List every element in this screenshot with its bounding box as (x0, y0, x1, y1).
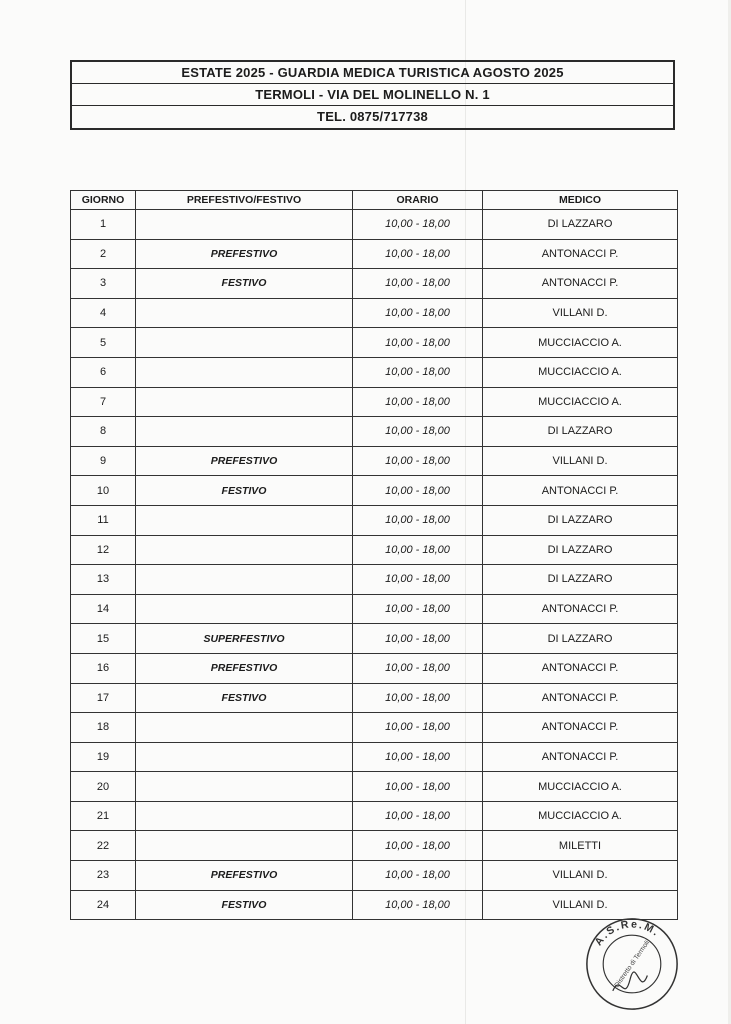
table-row (71, 801, 678, 831)
tipo-cell: PREFESTIVO (136, 239, 353, 269)
medico-cell: DI LAZZARO (483, 624, 678, 654)
orario-cell: 10,00 - 18,00 (353, 417, 483, 447)
orario-cell: 10,00 - 18,00 (353, 476, 483, 506)
orario-cell: 10,00 - 18,00 (353, 713, 483, 743)
table-row (71, 653, 678, 683)
tipo-cell (136, 387, 353, 417)
table-row (71, 387, 678, 417)
tipo-cell: PREFESTIVO (136, 446, 353, 476)
giorno-cell: 22 (71, 831, 136, 861)
giorno-cell: 24 (71, 890, 136, 920)
giorno-cell: 21 (71, 801, 136, 831)
orario-cell: 10,00 - 18,00 (353, 890, 483, 920)
medico-cell: DI LAZZARO (483, 565, 678, 595)
tipo-cell (136, 505, 353, 535)
giorno-cell: 2 (71, 239, 136, 269)
medico-cell: MUCCIACCIO A. (483, 801, 678, 831)
tipo-cell (136, 535, 353, 565)
table-row (71, 565, 678, 595)
medico-cell: MUCCIACCIO A. (483, 387, 678, 417)
medico-cell: ANTONACCI P. (483, 476, 678, 506)
schedule-body (71, 210, 678, 920)
orario-cell: 10,00 - 18,00 (353, 831, 483, 861)
medico-cell: ANTONACCI P. (483, 594, 678, 624)
orario-cell: 10,00 - 18,00 (353, 594, 483, 624)
column-header-tipo: PREFESTIVO/FESTIVO (136, 191, 353, 210)
medico-cell: ANTONACCI P. (483, 653, 678, 683)
medico-cell: MUCCIACCIO A. (483, 357, 678, 387)
orario-cell: 10,00 - 18,00 (353, 801, 483, 831)
orario-cell: 10,00 - 18,00 (353, 298, 483, 328)
tipo-cell (136, 328, 353, 358)
tipo-cell: FESTIVO (136, 269, 353, 299)
header-phone: TEL. 0875/717738 (317, 109, 428, 124)
giorno-cell: 1 (71, 210, 136, 240)
table-row (71, 594, 678, 624)
table-row (71, 742, 678, 772)
orario-cell: 10,00 - 18,00 (353, 624, 483, 654)
table-row (71, 210, 678, 240)
giorno-cell: 18 (71, 713, 136, 743)
orario-cell: 10,00 - 18,00 (353, 387, 483, 417)
orario-cell: 10,00 - 18,00 (353, 861, 483, 891)
tipo-cell (136, 565, 353, 595)
table-row (71, 535, 678, 565)
giorno-cell: 6 (71, 357, 136, 387)
orario-cell: 10,00 - 18,00 (353, 446, 483, 476)
orario-cell: 10,00 - 18,00 (353, 357, 483, 387)
tipo-cell (136, 831, 353, 861)
medico-cell: ANTONACCI P. (483, 683, 678, 713)
giorno-cell: 14 (71, 594, 136, 624)
giorno-cell: 11 (71, 505, 136, 535)
medico-cell: MUCCIACCIO A. (483, 772, 678, 802)
orario-cell: 10,00 - 18,00 (353, 210, 483, 240)
tipo-cell (136, 772, 353, 802)
medico-cell: VILLANI D. (483, 446, 678, 476)
medico-cell: ANTONACCI P. (483, 239, 678, 269)
giorno-cell: 16 (71, 653, 136, 683)
table-row (71, 357, 678, 387)
tipo-cell (136, 210, 353, 240)
table-row (71, 772, 678, 802)
medico-cell: ANTONACCI P. (483, 713, 678, 743)
giorno-cell: 8 (71, 417, 136, 447)
table-row (71, 505, 678, 535)
orario-cell: 10,00 - 18,00 (353, 742, 483, 772)
table-row (71, 328, 678, 358)
header-title: ESTATE 2025 - GUARDIA MEDICA TURISTICA AGOSTO 2025 (72, 62, 673, 84)
stamp-outer-text: A.S.Re.M. (592, 918, 663, 949)
tipo-cell (136, 298, 353, 328)
giorno-cell: 23 (71, 861, 136, 891)
asrem-stamp (584, 916, 680, 1012)
giorno-cell: 4 (71, 298, 136, 328)
column-header-giorno: GIORNO (71, 191, 136, 210)
giorno-cell: 17 (71, 683, 136, 713)
schedule-table (70, 190, 678, 920)
tipo-cell: PREFESTIVO (136, 653, 353, 683)
stamp-inner-text: Distretto di Termoli (613, 939, 652, 989)
giorno-cell: 10 (71, 476, 136, 506)
orario-cell: 10,00 - 18,00 (353, 772, 483, 802)
medico-cell: DI LAZZARO (483, 535, 678, 565)
tipo-cell (136, 594, 353, 624)
table-row (71, 713, 678, 743)
table-row (71, 298, 678, 328)
tipo-cell (136, 357, 353, 387)
giorno-cell: 5 (71, 328, 136, 358)
medico-cell: ANTONACCI P. (483, 742, 678, 772)
table-row (71, 476, 678, 506)
table-row (71, 239, 678, 269)
orario-cell: 10,00 - 18,00 (353, 505, 483, 535)
medico-cell: DI LAZZARO (483, 505, 678, 535)
table-row (71, 417, 678, 447)
table-row (71, 831, 678, 861)
medico-cell: MILETTI (483, 831, 678, 861)
giorno-cell: 9 (71, 446, 136, 476)
orario-cell: 10,00 - 18,00 (353, 683, 483, 713)
medico-cell: VILLANI D. (483, 861, 678, 891)
giorno-cell: 7 (71, 387, 136, 417)
medico-cell: ANTONACCI P. (483, 269, 678, 299)
tipo-cell (136, 713, 353, 743)
document-header (70, 60, 675, 130)
tipo-cell: FESTIVO (136, 683, 353, 713)
medico-cell: VILLANI D. (483, 298, 678, 328)
medico-cell: DI LAZZARO (483, 210, 678, 240)
medico-cell: VILLANI D. (483, 890, 678, 920)
giorno-cell: 19 (71, 742, 136, 772)
giorno-cell: 13 (71, 565, 136, 595)
tipo-cell: FESTIVO (136, 476, 353, 506)
orario-cell: 10,00 - 18,00 (353, 239, 483, 269)
table-header-row (71, 191, 678, 210)
medico-cell: MUCCIACCIO A. (483, 328, 678, 358)
header-address: TERMOLI - VIA DEL MOLINELLO N. 1 (72, 84, 673, 106)
table-row (71, 624, 678, 654)
giorno-cell: 20 (71, 772, 136, 802)
tipo-cell: FESTIVO (136, 890, 353, 920)
giorno-cell: 15 (71, 624, 136, 654)
tipo-cell (136, 742, 353, 772)
orario-cell: 10,00 - 18,00 (353, 565, 483, 595)
table-row (71, 269, 678, 299)
giorno-cell: 3 (71, 269, 136, 299)
giorno-cell: 12 (71, 535, 136, 565)
tipo-cell: SUPERFESTIVO (136, 624, 353, 654)
table-row (71, 683, 678, 713)
orario-cell: 10,00 - 18,00 (353, 269, 483, 299)
column-header-medico: MEDICO (483, 191, 678, 210)
table-row (71, 861, 678, 891)
tipo-cell (136, 417, 353, 447)
table-row (71, 446, 678, 476)
tipo-cell: PREFESTIVO (136, 861, 353, 891)
orario-cell: 10,00 - 18,00 (353, 535, 483, 565)
column-header-orario: ORARIO (353, 191, 483, 210)
medico-cell: DI LAZZARO (483, 417, 678, 447)
orario-cell: 10,00 - 18,00 (353, 653, 483, 683)
orario-cell: 10,00 - 18,00 (353, 328, 483, 358)
tipo-cell (136, 801, 353, 831)
